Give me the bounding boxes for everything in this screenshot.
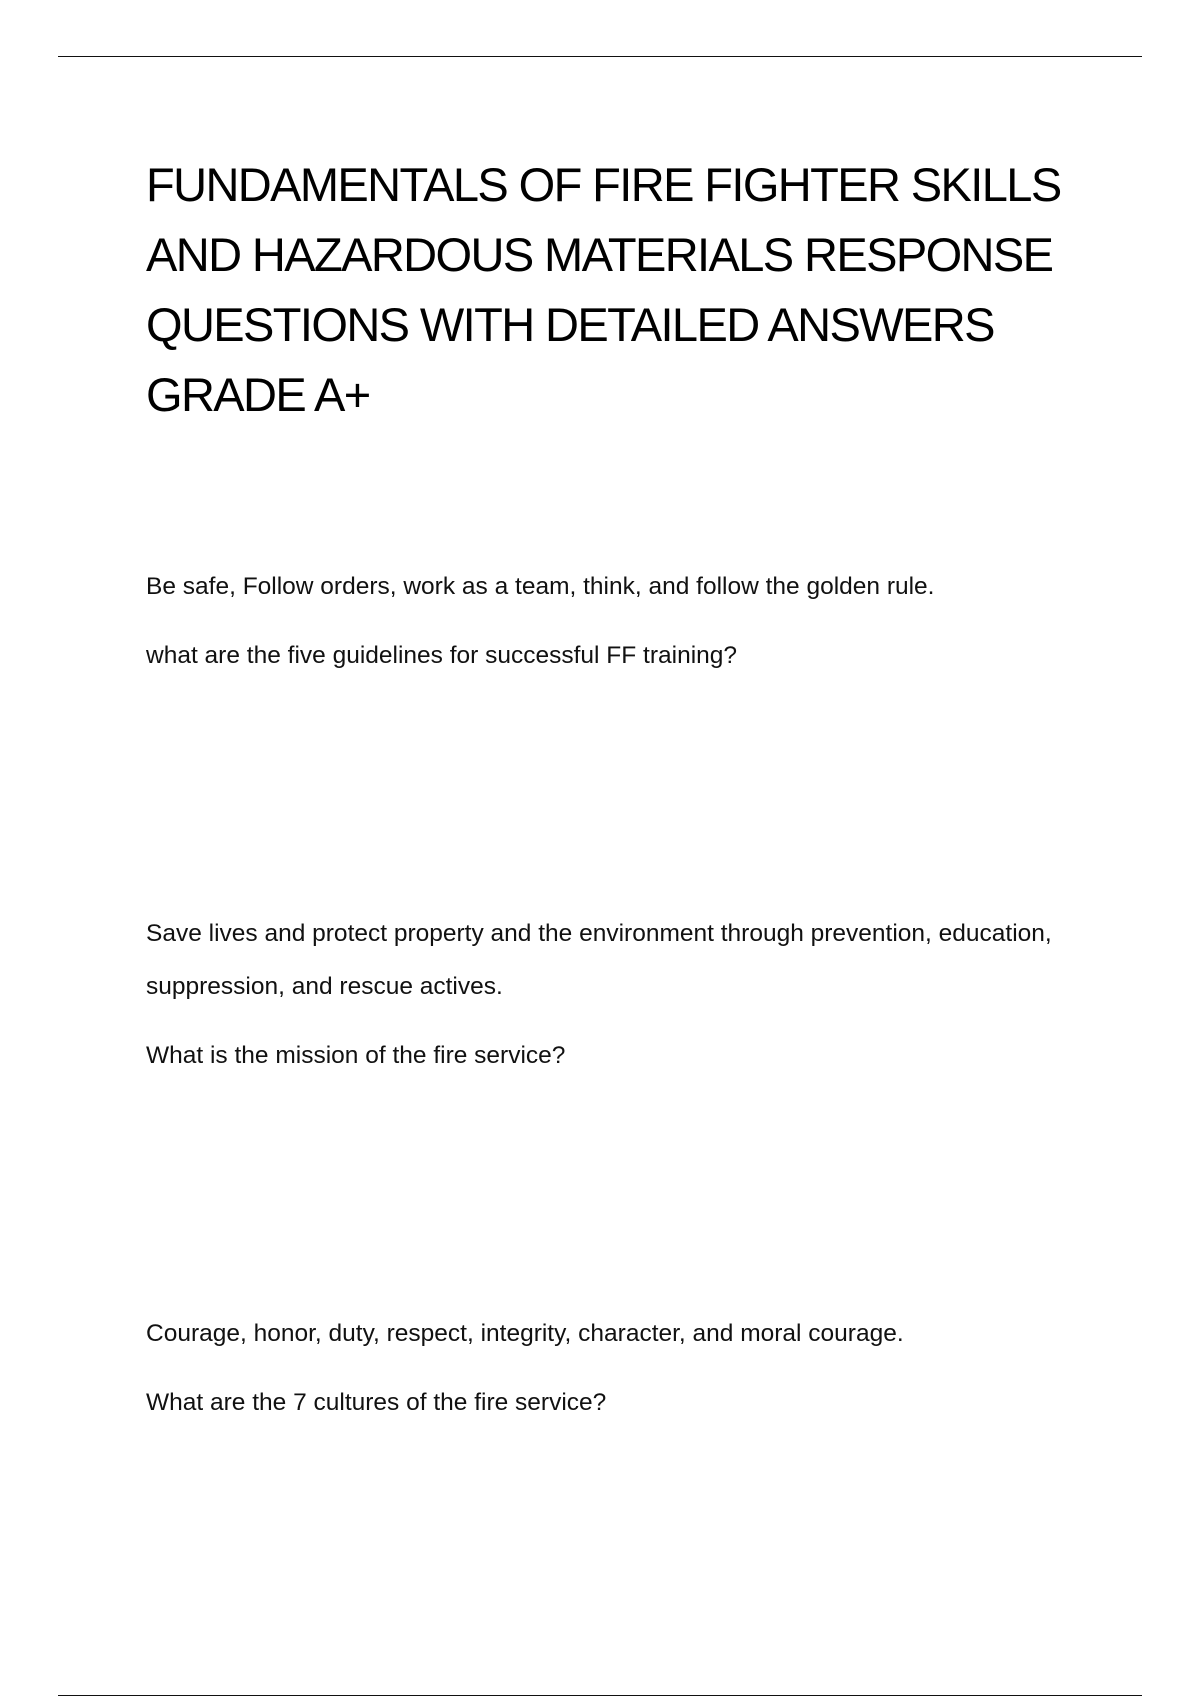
question-text: what are the five guidelines for successful FF training? (146, 642, 738, 669)
answer-text: Be safe, Follow orders, work as a team, think, and follow the golden rule. (146, 573, 935, 600)
flashcard (146, 907, 1106, 1082)
question-text: What are the 7 cultures of the fire service? (146, 1389, 607, 1416)
document-title: FUNDAMENTALS OF FIRE FIGHTER SKILLS AND HAZARDOUS MATERIALS RESPONSE QUESTIONS WITH DETAILED ANSWERS GRADE A+ (146, 158, 1061, 421)
flashcard (146, 1307, 1106, 1429)
question-text: What is the mission of the fire service? (146, 1042, 566, 1069)
top-divider (58, 56, 1142, 57)
answer-text: Courage, honor, duty, respect, integrity, character, and moral courage. (146, 1320, 904, 1347)
bottom-divider (58, 1695, 1142, 1696)
flashcard (146, 560, 1106, 682)
answer-text: Save lives and protect property and the environment through prevention, education, suppression, and rescue actives. (146, 920, 1052, 1000)
